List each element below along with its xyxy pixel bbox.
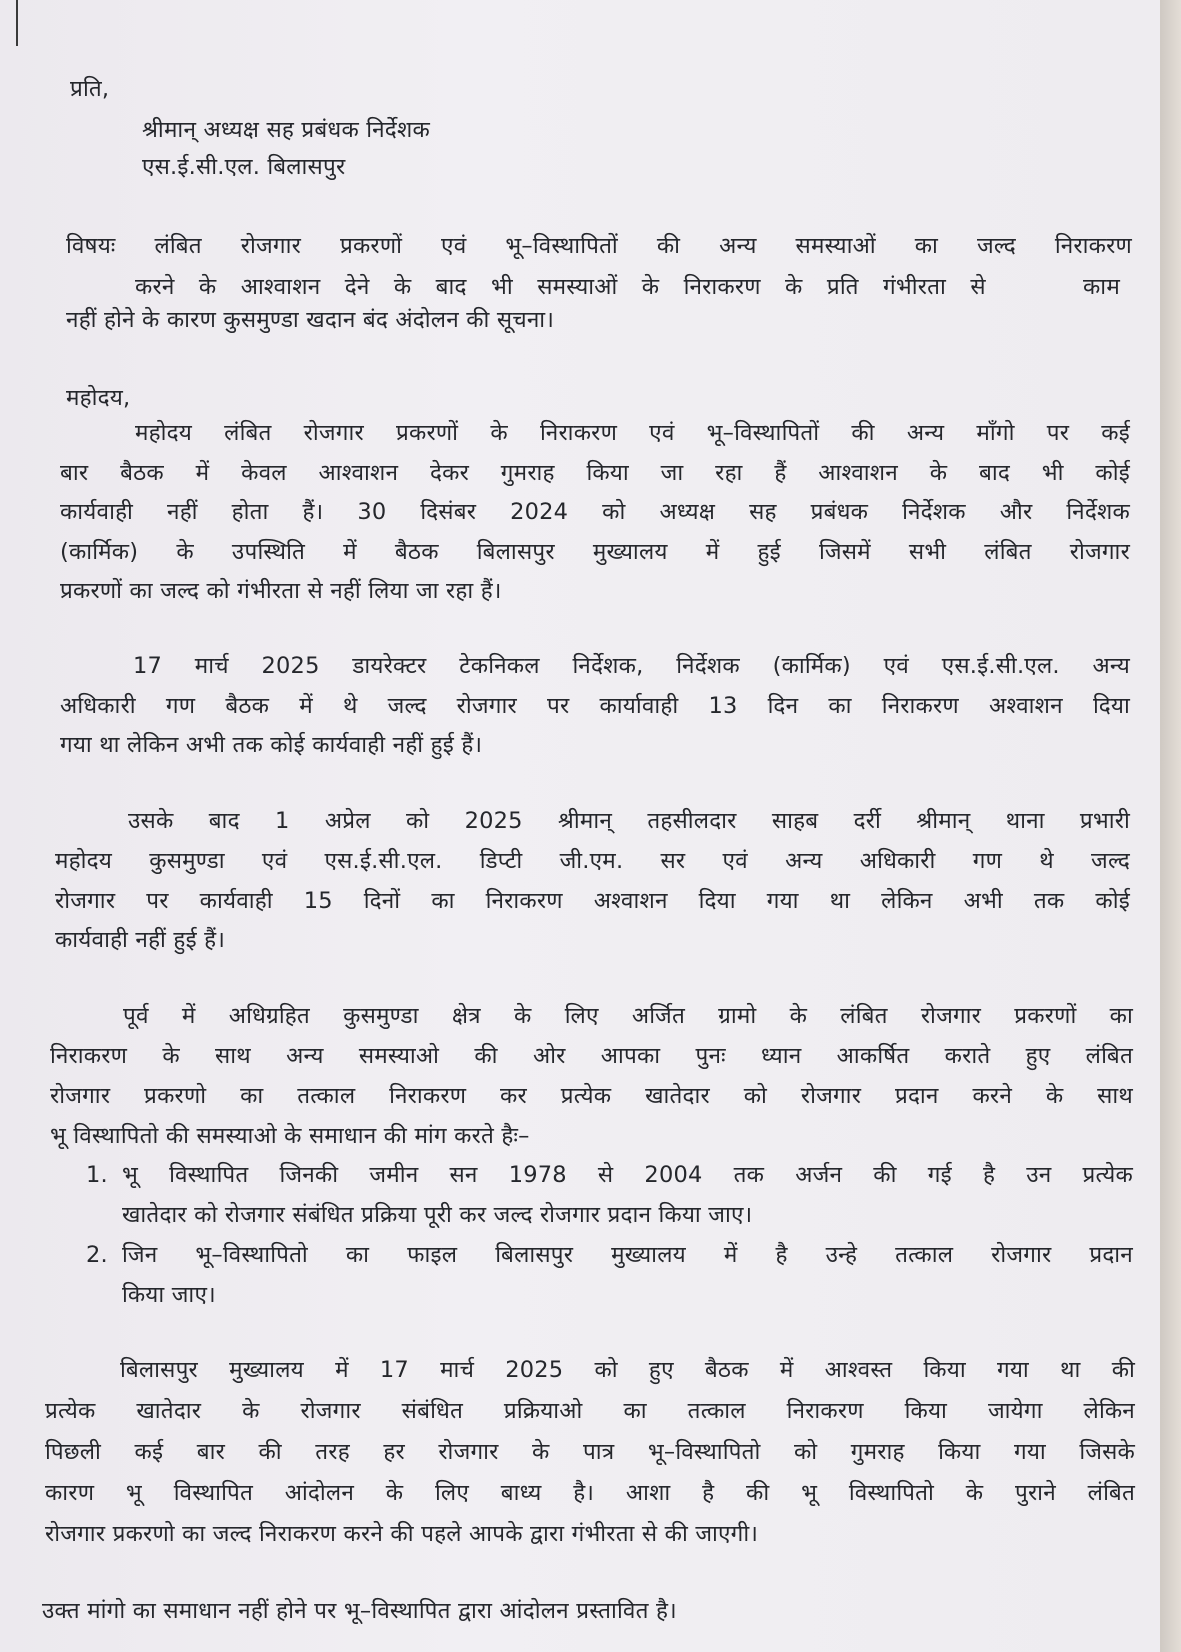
para3-line-1: उसके बाद 1 अप्रेल को 2025 श्रीमान् तहसीलदार साहब दर्री श्रीमान् थाना प्रभारी — [128, 808, 1130, 834]
para3-line-2: महोदय कुसमुण्डा एवं एस.ई.सी.एल. डिप्टी जी.एम. सर एवं अन्य अधिकारी गण थे जल्द — [55, 848, 1130, 874]
para1-line-5: प्रकरणों का जल्द को गंभीरता से नहीं लिया जा रहा हैं। — [60, 578, 502, 604]
demand-2-line-1: जिन भू–विस्थापितो का फाइल बिलासपुर मुख्यालय में है उन्हे तत्काल रोजगार प्रदान — [122, 1242, 1133, 1268]
recipient-office: एस.ई.सी.एल. बिलासपुर — [142, 154, 346, 180]
to-label: प्रति, — [70, 76, 110, 102]
para3-line-3: रोजगार पर कार्यवाही 15 दिनों का निराकरण अश्वाशन दिया गया था लेकिन अभी तक कोई — [55, 888, 1130, 914]
demand-1-line-1: भू विस्थापित जिनकी जमीन सन 1978 से 2004 तक अर्जन की गई है उन प्रत्येक — [122, 1162, 1133, 1188]
para5-line-2: प्रत्येक खातेदार के रोजगार संबंधित प्रक्रियाओ का तत्काल निराकरण किया जायेगा लेकिन — [45, 1398, 1135, 1424]
para4-line-1: पूर्व में अधिग्रहित कुसमुण्डा क्षेत्र के लिए अर्जित ग्रामो के लंबित रोजगार प्रकरणों का — [123, 1003, 1133, 1029]
para4-line-2: निराकरण के साथ अन्य समस्याओ की ओर आपका पुनः ध्यान आकर्षित कराते हुए लंबित — [50, 1043, 1133, 1069]
para5-line-1: बिलासपुर मुख्यालय में 17 मार्च 2025 को हुए बैठक में आश्वस्त किया गया था की — [120, 1357, 1135, 1383]
demand-2-number: 2. — [86, 1242, 108, 1268]
para1-line-4: (कार्मिक) के उपस्थिति में बैठक बिलासपुर मुख्यालय में हुई जिसमें सभी लंबित रोजगार — [60, 539, 1130, 565]
subject-line-1: विषयः लंबित रोजगार प्रकरणों एवं भू–विस्थापितों की अन्य समस्याओं का जल्द निराकरण — [66, 233, 1132, 259]
greeting: महोदय, — [66, 385, 131, 411]
para4-line-3: रोजगार प्रकरणो का तत्काल निराकरण कर प्रत्येक खातेदार को रोजगार प्रदान करने के साथ — [50, 1083, 1133, 1109]
recipient-title: श्रीमान् अध्यक्ष सह प्रबंधक निर्देशक — [142, 117, 430, 143]
para1-line-2: बार बैठक में केवल आश्वाशन देकर गुमराह किया जा रहा हैं आश्वाशन के बाद भी कोई — [60, 460, 1130, 486]
demand-2-line-2: किया जाए। — [122, 1282, 216, 1308]
background-edge — [1160, 0, 1181, 1652]
para3-line-4: कार्यवाही नहीं हुई हैं। — [55, 927, 226, 953]
para5-line-4: कारण भू विस्थापित आंदोलन के लिए बाध्य है। आशा है की भू विस्थापितो के पुराने लंबित — [45, 1480, 1135, 1506]
para1-line-1: महोदय लंबित रोजगार प्रकरणों के निराकरण एवं भू–विस्थापितों की अन्य माँगो पर कई — [135, 420, 1130, 446]
para5-line-3: पिछली कई बार की तरह हर रोजगार के पात्र भू–विस्थापितो को गुमराह किया गया जिसके — [45, 1439, 1135, 1465]
demand-1-line-2: खातेदार को रोजगार संबंधित प्रक्रिया पूरी कर जल्द रोजगार प्रदान किया जाए। — [122, 1202, 753, 1228]
para2-line-2: अधिकारी गण बैठक में थे जल्द रोजगार पर कार्यावाही 13 दिन का निराकरण अश्वाशन दिया — [60, 693, 1130, 719]
para2-line-1: 17 मार्च 2025 डायरेक्टर टेकनिकल निर्देशक, निर्देशक (कार्मिक) एवं एस.ई.सी.एल. अन्य — [133, 653, 1130, 679]
demand-1-number: 1. — [86, 1162, 108, 1188]
subject-line-3: नहीं होने के कारण कुसमुण्डा खदान बंद अंदोलन की सूचना। — [66, 307, 555, 333]
pen-mark — [16, 0, 18, 46]
closing-line: उक्त मांगो का समाधान नहीं होने पर भू–विस्थापित द्वारा आंदोलन प्रस्तावित है। — [42, 1598, 677, 1624]
subject-line-2: करने के आश्वाशन देने के बाद भी समस्याओं के निराकरण के प्रति गंभीरता से काम — [135, 274, 1120, 300]
para5-line-5: रोजगार प्रकरणो का जल्द निराकरण करने की पहले आपके द्वारा गंभीरता से की जाएगी। — [45, 1521, 759, 1547]
para2-line-3: गया था लेकिन अभी तक कोई कार्यवाही नहीं हुई हैं। — [60, 732, 483, 758]
para1-line-3: कार्यवाही नहीं होता हैं। 30 दिसंबर 2024 को अध्यक्ष सह प्रबंधक निर्देशक और निर्देशक — [60, 499, 1130, 525]
para4-line-4: भू विस्थापितो की समस्याओ के समाधान की मांग करते हैः– — [50, 1123, 530, 1149]
